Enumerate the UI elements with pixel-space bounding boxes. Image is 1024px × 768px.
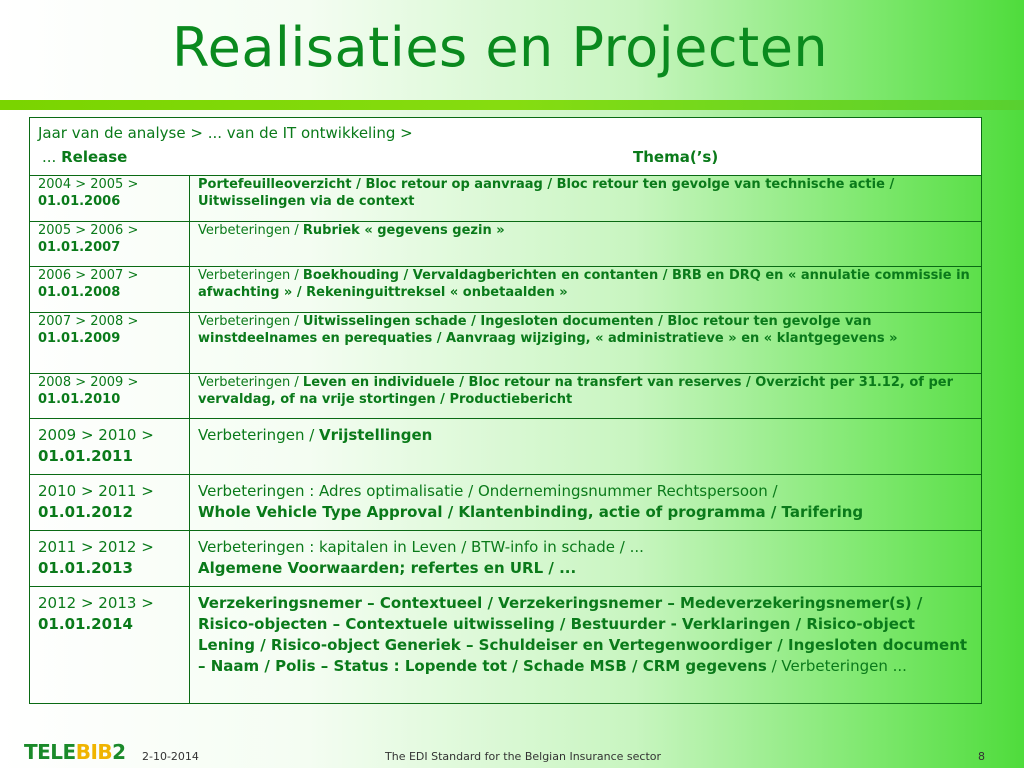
- header-release: [38, 148, 633, 166]
- release-years: 2004 > 2005 >: [38, 177, 139, 192]
- themes-plain: Verbeteringen /: [198, 314, 303, 329]
- release-themes-cell: [190, 374, 982, 419]
- header-release-prefix: ...: [42, 148, 57, 166]
- table-row: [30, 419, 982, 475]
- themes-bold: Algemene Voorwaarden; refertes en URL / ...: [198, 559, 577, 577]
- release-date: 01.01.2011: [38, 447, 133, 465]
- page-number: 8: [978, 750, 985, 763]
- table-header-row: [30, 118, 982, 176]
- release-years: 2012 > 2013 >: [38, 594, 154, 612]
- release-themes-cell: [190, 176, 982, 222]
- release-date: 01.01.2012: [38, 503, 133, 521]
- release-years: 2009 > 2010 >: [38, 426, 154, 444]
- table-row: [30, 222, 982, 267]
- header-analysis-year: Jaar van de analyse > ... van de IT ontwikkeling >: [38, 124, 413, 142]
- themes-bold: Leven en individuele / Bloc retour na transfert van reserves / Overzicht per 31.12, of per vervaldag, of na vrije stortingen / Productiebericht: [198, 375, 954, 407]
- themes-plain: Verbeteringen /: [198, 268, 303, 283]
- telebib2-logo: [24, 740, 126, 764]
- themes-bold: Vrijstellingen: [319, 426, 433, 444]
- release-date: 01.01.2009: [38, 331, 121, 346]
- release-year-cell: [30, 475, 190, 531]
- themes-plain: / Verbeteringen ...: [766, 657, 907, 675]
- release-themes-cell: [190, 267, 982, 313]
- release-year-cell: [30, 176, 190, 222]
- release-year-cell: [30, 419, 190, 475]
- release-date: 01.01.2006: [38, 194, 121, 209]
- slide-title: Realisaties en Projecten: [172, 16, 829, 79]
- table-row: [30, 531, 982, 587]
- release-date: 01.01.2013: [38, 559, 133, 577]
- header-release-label: Release: [61, 148, 128, 166]
- title-divider: [0, 100, 1024, 110]
- release-years: 2010 > 2011 >: [38, 482, 154, 500]
- release-year-cell: [30, 267, 190, 313]
- release-year-cell: [30, 374, 190, 419]
- themes-bold: Whole Vehicle Type Approval / Klantenbinding, actie of programma / Tarifering: [198, 503, 864, 521]
- themes-bold: Boekhouding / Vervaldagberichten en contanten / BRB en DRQ en « annulatie commissie in afwachting » / Rekeninguittreksel « onbetaalden »: [198, 268, 970, 300]
- table-row: [30, 267, 982, 313]
- release-themes-cell: [190, 587, 982, 704]
- themes-plain: Verbeteringen : kapitalen in Leven / BTW-info in schade / ...: [198, 538, 644, 556]
- release-years: 2005 > 2006 >: [38, 223, 139, 238]
- themes-bold: Uitwisselingen schade / Ingesloten documenten / Bloc retour ten gevolge van winstdeelnames en perequaties / Aanvraag wijziging, « administratieve » en « klantgegevens »: [198, 314, 898, 346]
- logo-part-2: 2: [112, 740, 126, 764]
- release-year-cell: [30, 531, 190, 587]
- footer-caption: The EDI Standard for the Belgian Insurance sector: [385, 750, 662, 763]
- table-row: [30, 475, 982, 531]
- header-theme: Thema(’s): [633, 148, 719, 166]
- footer-date: 2-10-2014: [142, 750, 199, 763]
- release-date: 01.01.2014: [38, 615, 133, 633]
- table-header-cell: [30, 118, 982, 176]
- projects-table: [29, 117, 982, 704]
- release-date: 01.01.2007: [38, 240, 121, 255]
- release-year-cell: [30, 587, 190, 704]
- table-row: [30, 587, 982, 704]
- themes-bold: Portefeuilleoverzicht / Bloc retour op aanvraag / Bloc retour ten gevolge van technische actie / Uitwisselingen via de context: [198, 177, 895, 209]
- themes-bold: Verzekeringsnemer – Contextueel / Verzekeringsnemer – Medeverzekeringsnemer(s) / Risico-objecten – Contextuele uitwisseling / Bestuurder - Verklaringen / Risico-object Lening / Risico-object Generiek – Schuldeiser en Vertegenwoordiger / Ingesloten document – Naam / Polis – Status : Lopende tot / Schade MSB / CRM gegevens: [198, 594, 968, 675]
- themes-plain: Verbeteringen /: [198, 426, 320, 444]
- release-date: 01.01.2008: [38, 285, 121, 300]
- release-years: 2008 > 2009 >: [38, 375, 139, 390]
- release-themes-cell: [190, 222, 982, 267]
- release-years: 2011 > 2012 >: [38, 538, 154, 556]
- table-row: [30, 313, 982, 374]
- release-year-cell: [30, 222, 190, 267]
- themes-plain: Verbeteringen /: [198, 375, 303, 390]
- release-years: 2007 > 2008 >: [38, 314, 139, 329]
- logo-part-tele: TELE: [24, 740, 76, 764]
- release-year-cell: [30, 313, 190, 374]
- themes-plain: Verbeteringen : Adres optimalisatie / Ondernemingsnummer Rechtspersoon /: [198, 482, 778, 500]
- release-years: 2006 > 2007 >: [38, 268, 139, 283]
- logo-part-bib: BIB: [75, 740, 113, 764]
- themes-plain: Verbeteringen /: [198, 223, 303, 238]
- themes-bold: Rubriek « gegevens gezin »: [302, 223, 505, 238]
- release-themes-cell: [190, 475, 982, 531]
- table-row: [30, 374, 982, 419]
- release-themes-cell: [190, 419, 982, 475]
- release-themes-cell: [190, 531, 982, 587]
- release-themes-cell: [190, 313, 982, 374]
- release-date: 01.01.2010: [38, 392, 121, 407]
- table-row: [30, 176, 982, 222]
